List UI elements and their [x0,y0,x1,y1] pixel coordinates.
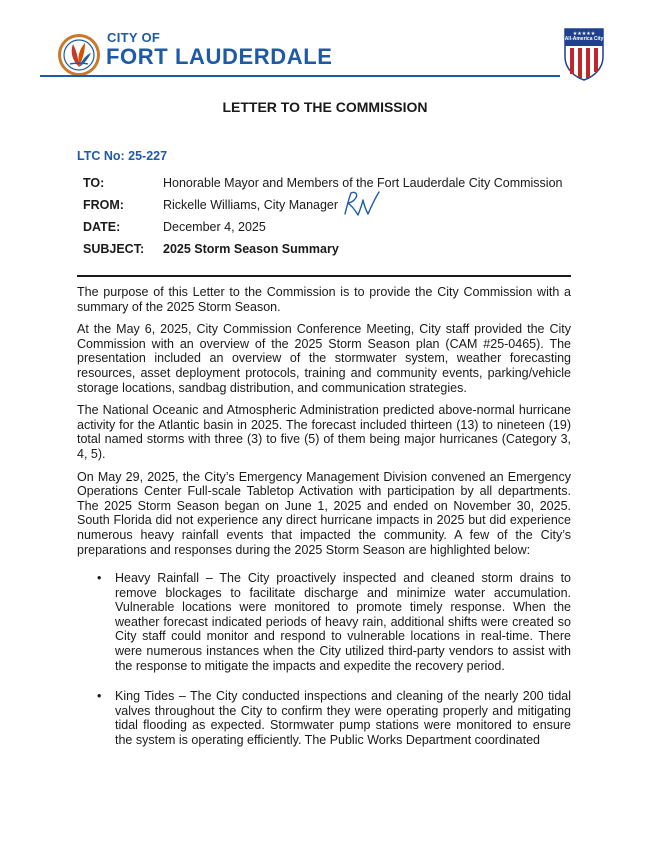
bullet-icon: • [97,571,102,586]
document-title: LETTER TO THE COMMISSION [222,99,428,115]
logo-city-name: FORT LAUDERDALE [106,44,333,69]
list-item-text: Heavy Rainfall – The City proactively inspected and cleaned storm drains to remove blockages to facilitate discharge and minimize water accumulation. Vulnerable locations were monitored to promote timely response. When the weather forecast indicated periods of heavy rain, additional shifts were created so City staff could monitor and respond to vulnerable locations in real-time. There were numerous instances when the City utilized third-party vendors to assist with the response to mitigate the impacts and expedite the recovery period. [115,571,571,673]
memo-to-label: TO: [83,176,105,190]
city-logo-icon [58,34,100,76]
list-item-text: King Tides – The City conducted inspections and cleaning of the nearly 200 tidal valves throughout the City to confirm they were operating properly and mitigating tidal flooding as expected. Stormwater pump stations were monitored to ensure the system is operating efficiently. The Public Works Department coordinated [115,689,571,748]
ltc-number: LTC No: 25-227 [77,149,168,163]
body-divider [77,275,571,277]
signature-initials [341,188,385,218]
memo-date-label: DATE: [83,220,121,234]
list-item [77,571,571,673]
svg-text:★★★★★: ★★★★★ [572,31,596,37]
memo-subject-value: 2025 Storm Season Summary [163,242,339,256]
body-paragraph: At the May 6, 2025, City Commission Conference Meeting, City staff provided the City Commission with an overview of the 2025 Storm Season plan (CAM #25-0465). The presentation included an overview of the stormwater system, weather forecasting resources, asset deployment protocols, training and community events, parking/vehicle storage locations, sandbag distribution, and communication strategies. [77,322,571,395]
all-america-city-label: All-America City [564,36,604,42]
bullet-icon: • [97,689,102,704]
memo-to-value: Honorable Mayor and Members of the Fort Lauderdale City Commission [163,176,563,190]
highlights-list [77,571,571,748]
memo-subject-label: SUBJECT: [83,242,145,256]
logo-city-of: CITY OF [107,30,161,45]
header-divider [40,75,560,77]
memo-from-value: Rickelle Williams, City Manager [163,198,339,212]
body-paragraph: The purpose of this Letter to the Commission is to provide the City Commission with a summary of the 2025 Storm Season. [77,285,571,314]
body-paragraph: The National Oceanic and Atmospheric Administration predicted above-normal hurricane activity for the Atlantic basin in 2025. The forecast included thirteen (13) to nineteen (19) total named storms with three (3) to five (5) of them being major hurricanes (Category 3, 4, 5). [77,403,571,461]
letter-body [77,285,571,764]
list-item [77,689,571,747]
memo-date-value: December 4, 2025 [163,220,266,234]
body-paragraph: On May 29, 2025, the City’s Emergency Management Division convened an Emergency Operations Center Full-scale Tabletop Activation with participation by all departments. The 2025 Storm Season began on June 1, 2025 and ended on November 30, 2025. South Florida did not experience any direct hurricane impacts in 2025 but did experience numerous heavy rainfall events that impacted the community. A few of the City’s preparations and responses during the 2025 Storm Season are highlighted below: [77,469,571,557]
memo-from-label: FROM: [83,198,124,212]
